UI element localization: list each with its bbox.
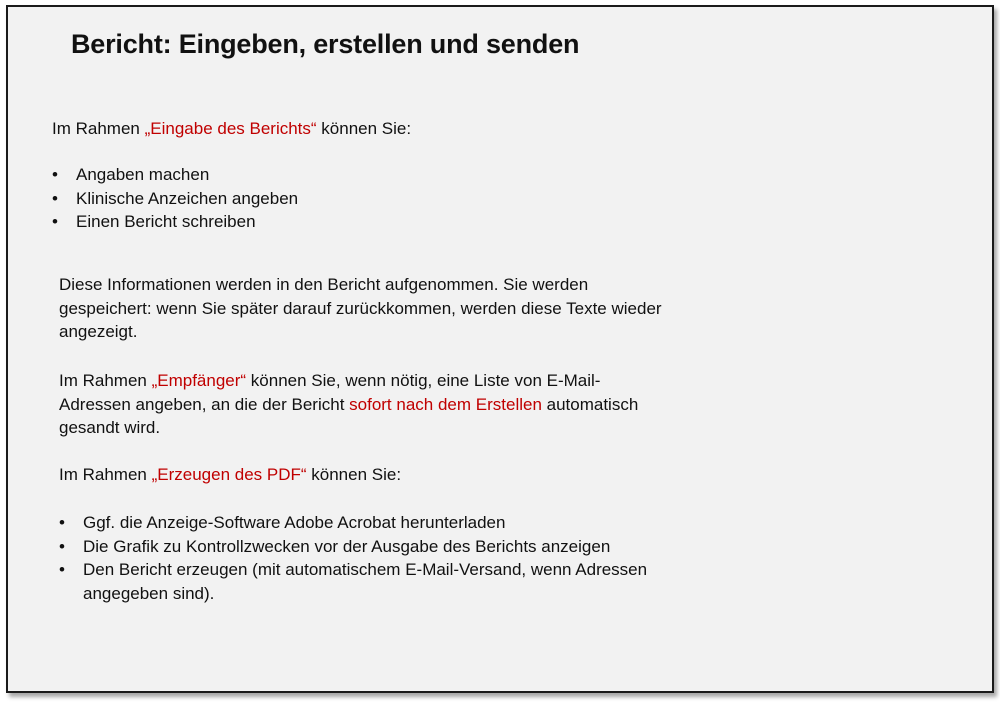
list-item [52,187,298,211]
intro-highlight: „Eingabe des Berichts“ [144,119,317,138]
info-paragraph: Diese Informationen werden in den Bericht aufgenommen. Sie werden gespeichert: wenn Sie später darauf zurückkommen, werden diese Texte wieder angezeigt. [59,275,662,341]
bullet-icon: • [59,513,65,532]
list-item-text: Ggf. die Anzeige-Software Adobe Acrobat herunterladen [83,513,506,532]
recipients-highlight-2: sofort nach dem Erstellen [349,394,542,414]
recipients-highlight: „Empfänger“ [151,371,247,390]
pdf-suffix: können Sie: [306,465,402,484]
recipients-middle: können Sie, wenn nötig, eine Liste von E-Mail-Adressen angeben, an die der Bericht [59,371,601,414]
list-item-text: Den Bericht erzeugen (mit automatischem E-Mail-Versand, wenn Adressen angegeben sind). [83,560,648,603]
recipients-prefix: Im Rahmen [59,371,152,390]
list-item [52,210,298,234]
input-options-list [52,163,298,234]
bullet-icon: • [52,165,58,184]
bullet-icon: • [52,212,58,231]
bullet-icon: • [59,536,65,556]
list-item-text: Klinische Anzeichen angeben [76,188,299,208]
pdf-prefix: Im Rahmen [59,465,152,484]
intro-paragraph [52,117,411,141]
recipients-suffix: automatisch gesandt wird. [59,394,639,437]
slide-frame [6,5,994,693]
list-item [52,163,298,187]
list-item [59,558,659,605]
pdf-options-list [59,511,659,605]
bullet-icon: • [52,188,58,208]
list-item [59,511,659,535]
intro-prefix: Im Rahmen [52,119,145,138]
list-item-text: Einen Bericht schreiben [76,212,256,231]
recipients-paragraph [59,369,669,440]
intro-suffix: können Sie: [316,119,412,138]
pdf-highlight: „Erzeugen des PDF“ [151,465,307,484]
list-item-text: Angaben machen [76,165,210,184]
list-item-text: Die Grafik zu Kontrollzwecken vor der Ausgabe des Berichts anzeigen [83,536,611,556]
pdf-paragraph [59,463,401,487]
bullet-icon: • [59,560,65,579]
list-item [59,535,659,559]
page-title: Bericht: Eingeben, erstellen und senden [71,29,580,59]
